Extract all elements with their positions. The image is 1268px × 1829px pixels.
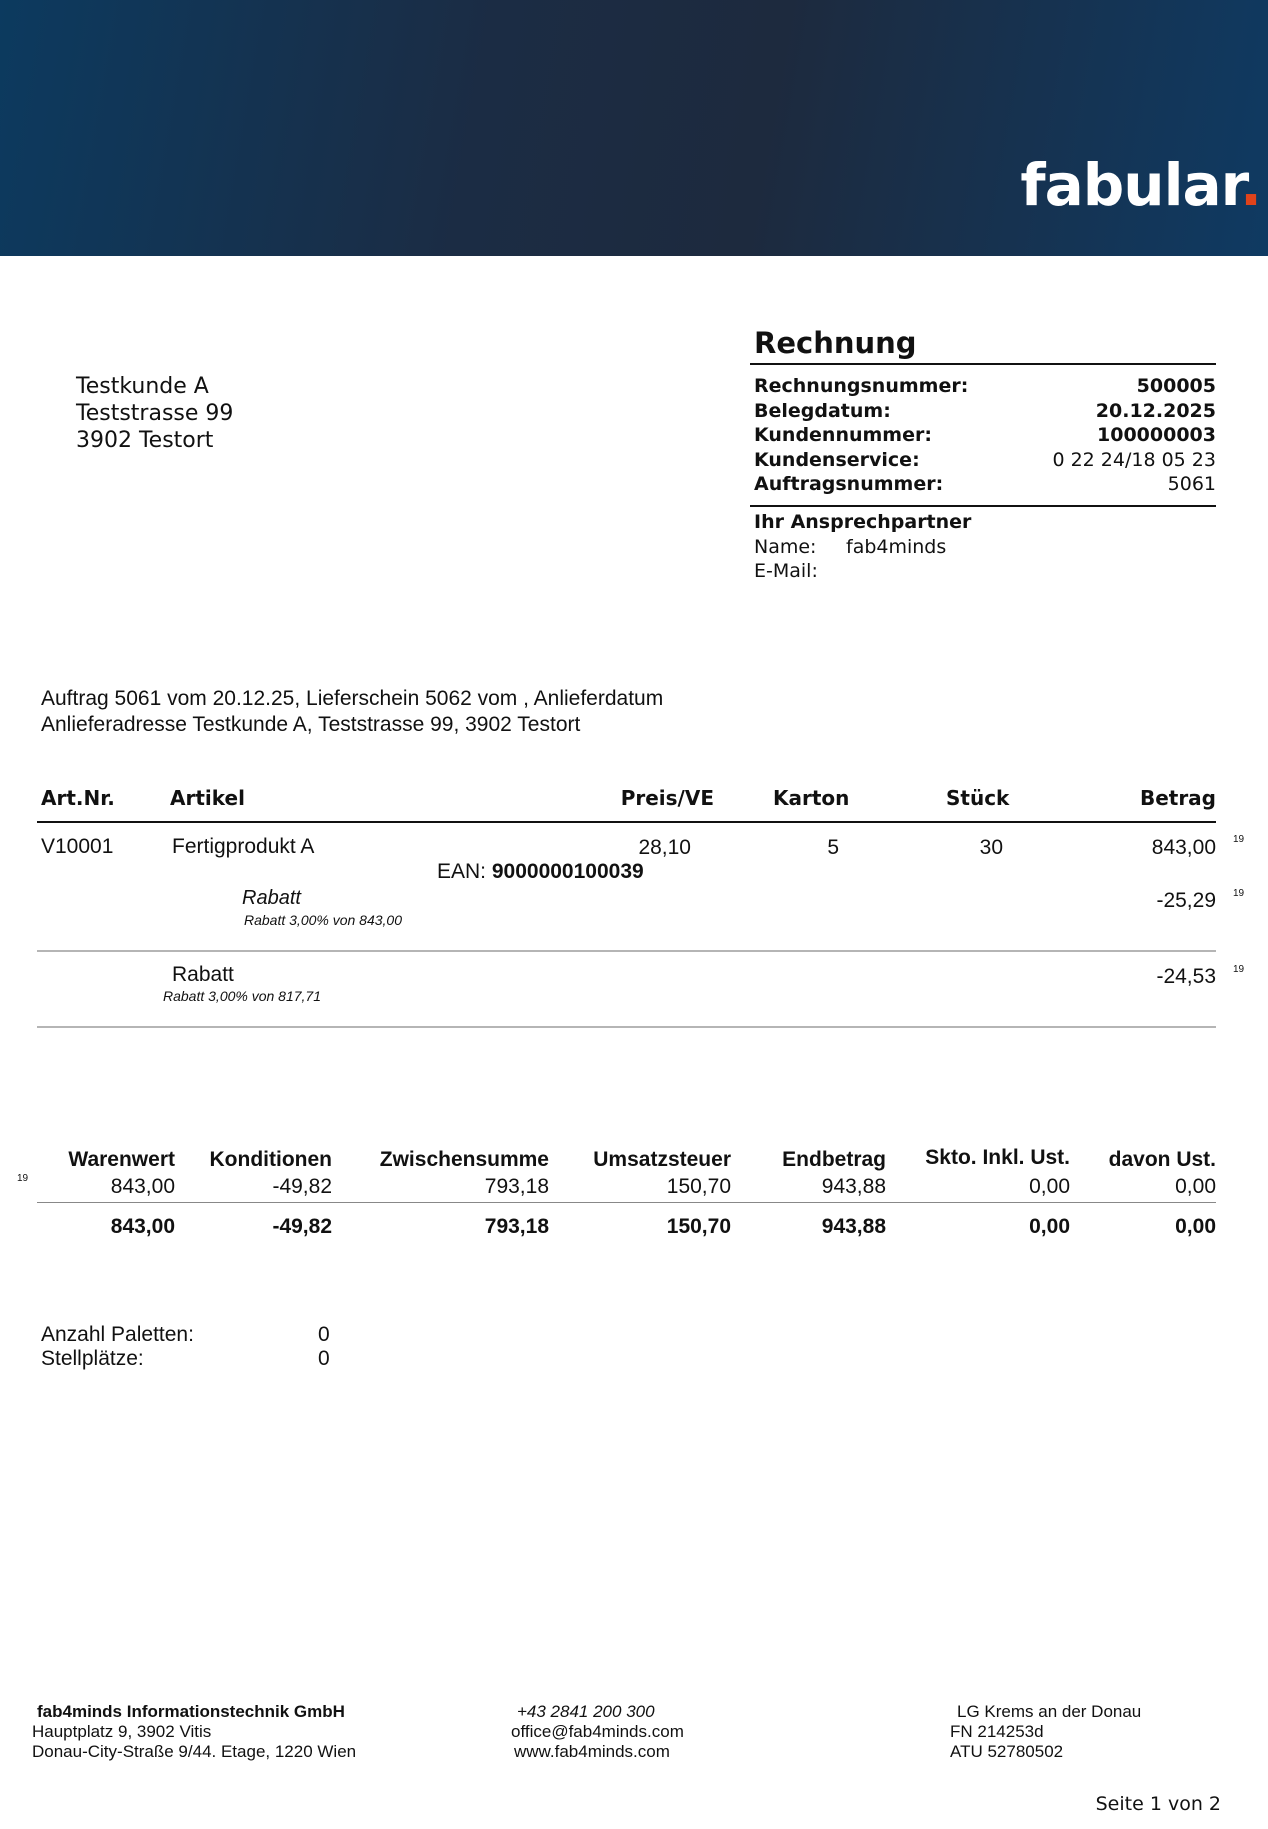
order-line-1: Auftrag 5061 vom 20.12.25, Lieferschein 5062 vom , Anlieferdatum: [41, 687, 664, 710]
order-number-row: Auftragsnummer: 5061: [754, 473, 1216, 495]
header-banner: [0, 0, 1268, 256]
paletten-label: Anzahl Paletten:: [41, 1323, 194, 1346]
global-discount-amount: -24,53: [1156, 965, 1216, 988]
contact-divider: [750, 505, 1216, 507]
sum-umsatzsteuer: 150,70: [666, 1215, 731, 1238]
item-divider: [37, 950, 1216, 952]
item-ean: EAN: 9000000100039: [437, 860, 644, 883]
stellplaetze-value: 0: [318, 1347, 330, 1370]
footer-address-2: Donau-City-Straße 9/44. Etage, 1220 Wien: [32, 1742, 357, 1761]
global-discount-label: Rabatt: [172, 963, 234, 986]
totals-warenwert: 843,00: [110, 1175, 175, 1198]
footer-address-1: Hauptplatz 9, 3902 Vitis: [32, 1722, 212, 1741]
col-karton-header: Karton: [773, 786, 850, 810]
footer-atu: ATU 52780502: [950, 1742, 1064, 1761]
totals-header-skonto: Skto. Inkl. Ust.: [925, 1146, 1070, 1169]
footer-court: LG Krems an der Donau: [957, 1702, 1142, 1721]
totals-endbetrag: 943,88: [821, 1175, 886, 1198]
footer-phone: +43 2841 200 300: [517, 1702, 655, 1721]
col-betrag-header: Betrag: [1139, 786, 1216, 810]
page-number: Seite 1 von 2: [1095, 1793, 1221, 1815]
customer-city: 3902 Testort: [76, 428, 214, 453]
totals-skonto: 0,00: [1029, 1175, 1070, 1198]
item-artnr: V10001: [41, 835, 114, 858]
paletten-value: 0: [318, 1323, 330, 1346]
item-discount-label: Rabatt: [242, 887, 301, 909]
order-line-2: Anlieferadresse Testkunde A, Teststrasse 99, 3902 Testort: [41, 713, 581, 736]
col-artikel-header: Artikel: [170, 786, 245, 810]
sum-endbetrag: 943,88: [821, 1215, 886, 1238]
totals-header-zwischensumme: Zwischensumme: [379, 1148, 549, 1171]
col-stueck-header: Stück: [946, 786, 1010, 810]
invoice-title: Rechnung: [754, 326, 917, 360]
item-stueck: 30: [979, 836, 1003, 859]
totals-tax-code: 19: [17, 1173, 29, 1184]
item-karton: 5: [827, 836, 839, 859]
item-preis: 28,10: [638, 836, 691, 859]
sum-konditionen: -49,82: [272, 1215, 332, 1238]
global-discount-detail: Rabatt 3,00% von 817,71: [163, 988, 322, 1004]
customer-service-row: Kundenservice: 0 22 24/18 05 23: [754, 448, 1216, 471]
table-header-divider: [37, 821, 1216, 823]
totals-header-umsatzsteuer: Umsatzsteuer: [593, 1148, 731, 1171]
sum-warenwert: 843,00: [110, 1215, 175, 1238]
global-discount-tax-code: 19: [1233, 964, 1245, 975]
item-discount-tax-code: 19: [1233, 888, 1245, 899]
contact-email-row: E-Mail:: [754, 560, 818, 582]
discount-divider: [37, 1026, 1216, 1028]
sum-skonto: 0,00: [1029, 1215, 1070, 1238]
footer-company: fab4minds Informationstechnik GmbH: [37, 1702, 345, 1721]
item-artikel: Fertigprodukt A: [172, 835, 315, 858]
totals-divider: [37, 1202, 1216, 1203]
item-discount-amount: -25,29: [1156, 889, 1216, 912]
col-artnr-header: Art.Nr.: [41, 786, 115, 810]
customer-address: [76, 373, 233, 454]
invoice-title-divider: [750, 363, 1216, 365]
sum-davon-ust: 0,00: [1175, 1215, 1216, 1238]
totals-header-endbetrag: Endbetrag: [782, 1148, 886, 1171]
totals-header-konditionen: Konditionen: [209, 1148, 332, 1171]
customer-street: Teststrasse 99: [76, 401, 234, 426]
company-logo: fabular.: [1020, 151, 1261, 219]
footer-email: office@fab4minds.com: [511, 1722, 684, 1741]
item-betrag: 843,00: [1151, 836, 1216, 859]
totals-header-davon-ust: davon Ust.: [1108, 1148, 1216, 1171]
footer-web: www.fab4minds.com: [514, 1742, 670, 1761]
col-preis-header: Preis/VE: [620, 786, 714, 810]
totals-header-warenwert: Warenwert: [68, 1148, 175, 1171]
item-tax-code: 19: [1233, 834, 1245, 845]
totals-zwischensumme: 793,18: [484, 1175, 549, 1198]
footer-fn: FN 214253d: [950, 1722, 1044, 1741]
item-discount-detail: Rabatt 3,00% von 843,00: [244, 912, 403, 928]
order-info: [41, 686, 663, 738]
contact-name-row: Name: fab4minds: [754, 535, 947, 558]
totals-davon-ust: 0,00: [1175, 1175, 1216, 1198]
sum-zwischensumme: 793,18: [484, 1215, 549, 1238]
stellplaetze-label: Stellplätze:: [41, 1347, 144, 1370]
totals-umsatzsteuer: 150,70: [666, 1175, 731, 1198]
invoice-date-row: Belegdatum: 20.12.2025: [754, 399, 1216, 422]
invoice-number-row: Rechnungsnummer: 500005: [754, 375, 1216, 397]
totals-konditionen: -49,82: [272, 1175, 332, 1198]
customer-name: Testkunde A: [76, 374, 209, 399]
contact-heading: Ihr Ansprechpartner: [754, 511, 972, 533]
contact-person: [754, 510, 971, 584]
invoice-info: [754, 374, 1216, 497]
customer-number-row: Kundennummer: 100000003: [754, 424, 1216, 446]
